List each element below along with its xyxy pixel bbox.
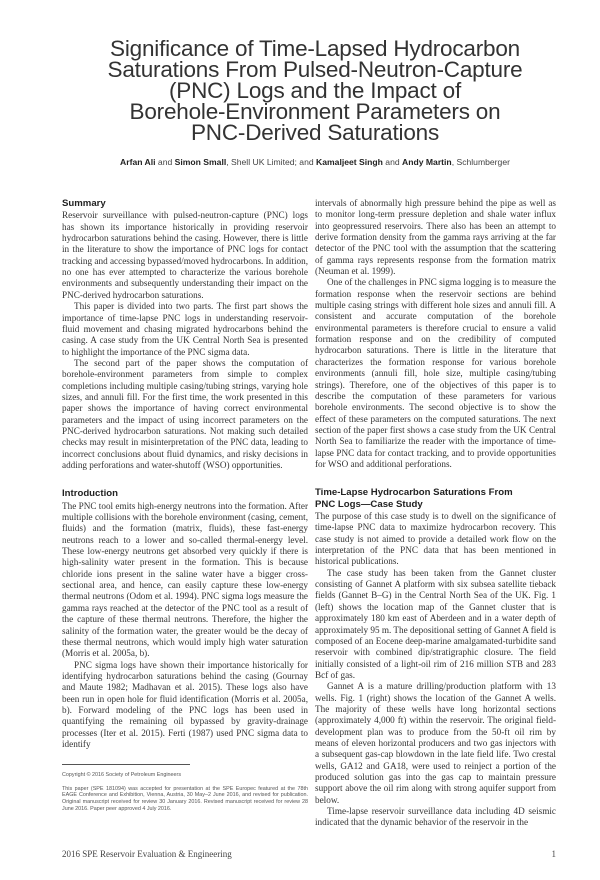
paragraph: PNC sigma logs have shown their importance historically for identifying hydrocarbon saturations behind the casing (Gournay and Maute 1982; Madhavan et al. 2015). These logs also have been run in open hole for fluid identification (Morris et al. 2005a, b). Forward modeling of the PNC logs has been used in quantifying the remaining oil bypassed by gravity-drainage processes (Iter et al. 2015). Ferti (1987) used PNC sigma data to identify — [62, 659, 308, 749]
author-name: Simon Small — [174, 157, 227, 167]
journal-footer: 2016 SPE Reservoir Evaluation & Engineering — [62, 848, 232, 859]
copyright-notice: Copyright © 2016 Society of Petroleum Engineers — [62, 772, 182, 779]
section-heading-case-study — [315, 487, 556, 510]
section-heading-introduction: Introduction — [62, 488, 118, 500]
title-line: Borehole-Environment Parameters on — [129, 99, 501, 124]
author-name: Kamaljeet Singh — [316, 157, 383, 167]
right-column — [315, 198, 556, 829]
affiliation: , Shell UK Limited; and — [226, 157, 317, 167]
paragraph: Reservoir surveillance with pulsed-neutron-capture (PNC) logs has shown its importance historically in providing reservoir hydrocarbon saturations behind the casing. However, there is little in the literature to show the importance of PNC logs for contact tracking and accessing bypassed/moved hydrocarbons. In addition, no one has ever attempted to characterize the various borehole environments and subsequently understanding their impact on the PNC-derived hydrocarbon saturations. — [62, 210, 308, 300]
paragraph: Gannet A is a mature drilling/production platform with 13 wells. Fig. 1 (right) shows the location of the Gannet A wells. The majority of these wells have long horizontal sections (approximately 4,000 ft) within the reservoir. The original field-development plan was to produce from the 50-ft oil rim by means of eleven horizontal producers and two gas injectors with a subsequent gas-cap blowdown in the late field life. Two crestal wells, GA12 and GA18, were used to reinject a portion of the produced solution gas into the gas cap to maintain pressure support above the oil rim along with strong aquifer support from below. — [315, 681, 556, 805]
paragraph: The case study has been taken from the Gannet cluster consisting of Gannet A platform with six subsea satellite tieback fields (Gannet B–G) in the Central North Sea of the UK. Fig. 1 (left) shows the location map of the Gannet cluster that is approximately 180 km east of Aberdeen and in a water depth of approximately 95 m. The depositional setting of Gannet A field is composed of an Eocene deep-marine amalgamated-turbidite sand reservoir with combined dip/stratigraphic closure. The field initially consisted of a light-oil rim of 216 million STB and 283 Bcf of gas. — [315, 567, 556, 680]
section-heading-summary: Summary — [62, 198, 106, 209]
two-column-body — [62, 198, 556, 829]
paragraph: One of the challenges in PNC sigma logging is to measure the formation response when the reservoir sections are behind multiple casing strings with different hole sizes and annuli fill. A consistent and accurate computation of the borehole environmental parameters is therefore crucial to ensure a valid formation response and on the credibility of computed hydrocarbon saturations. There is little in the literature that characterizes the formation response for various borehole environments (annuli fill, hole size, multiple casing/tubing strings). Therefore, one of the objectives of this paper is to describe the computation of these parameters for various borehole environments. The second objective is to show the effect of these parameters on the computed saturations. The next section of the paper first shows a case study from the UK Central North Sea to familiarize the reader with the importance of time-lapse PNC data for contact tracking, and to provide opportunities for WSO and additional perforations. — [315, 277, 556, 469]
paragraph: The PNC tool emits high-energy neutrons into the formation. After multiple collisions with the borehole environment (casing, cement, fluids) and the formation (matrix, fluids), these fast-energy neutrons reach to a lower and so-called thermal-energy level. These low-energy neutrons get absorbed very quickly if there is high-salinity water present in the formation. This is because chloride ions present in the saline water have a bigger cross-sectional area, and hence, can easily capture these low-energy thermal neutrons (Odom et al. 1994). PNC sigma logs measure the gamma rays reached at the detector of the PNC tool as a result of the capture of these thermal neutrons. Therefore, the higher the salinity of the formation water, the greater would be the decay of these thermal neutrons, which would imply high water saturation (Morris et al. 2005a, b). — [62, 500, 308, 659]
paragraph: The second part of the paper shows the computation of borehole-environment parameters from simple to complex completions including multiple casing/tubing strings, varying hole sizes, and annuli fill. For the first time, the work presented in this paper shows the importance of having correct environmental parameters and the impact of using incorrect parameters on the PNC-derived hydrocarbon saturations. Not making such detailed checks may result in misinterpretation of the PNC data, leading to incorrect conclusions about fluid dynamics, and risky decisions in adding perforations and water-shutoff (WSO) opportunities. — [62, 357, 308, 470]
page-number: 1 — [551, 848, 556, 859]
author-sep: and — [382, 157, 403, 167]
page-footer — [62, 849, 556, 860]
title-line: PNC-Derived Saturations — [191, 120, 439, 145]
heading-line: PNC Logs—Case Study — [315, 498, 423, 510]
affiliation: , Schlumberger — [451, 157, 510, 167]
paragraph: This paper is divided into two parts. The first part shows the importance of time-lapse PNC logs in understanding reservoir-fluid movement and chasing migrated hydrocarbons behind the casing. A case study from the UK Central North Sea is presented to highlight the importance of the PNC sigma data. — [62, 301, 308, 357]
author-sep: and — [155, 157, 175, 167]
author-line — [30, 157, 600, 168]
paragraph: intervals of abnormally high pressure behind the pipe as well as to monitor long-term pressure depletion and shale water influx into geopressured reservoirs. There also has been an attempt to derive formation density from the gamma rays arriving at the far detector of the PNC tool with the assumption that the scattering of gamma rays represents response from the formation matrix (Neuman et al. 1999). — [315, 198, 556, 277]
paragraph: Time-lapse reservoir surveillance data including 4D seismic indicated that the dynamic behavior of the reservoir in the — [315, 806, 556, 828]
author-name: Arfan Ali — [120, 157, 156, 167]
heading-line: Time-Lapse Hydrocarbon Saturations From — [315, 487, 513, 499]
author-name: Andy Martin — [402, 157, 452, 167]
paper-history-note: This paper (SPE 181094) was accepted for presentation at the SPE Europec featured at the 78th EAGE Conference and Exhibition, Vienna, Austria, 30 May–2 June 2016, and revised for publication. Original manuscript received for review 30 January 2016. Revised manuscript received for review 28 June 2016. Paper peer approved 4 July 2016. — [62, 785, 308, 812]
title-line: Saturations From Pulsed-Neutron-Capture — [107, 57, 523, 82]
title-line: Significance of Time-Lapsed Hydrocarbon — [110, 36, 520, 61]
paragraph: The purpose of this case study is to dwell on the significance of time-lapse PNC data to maximize hydrocarbon recovery. This case study is not aimed to provide a detailed work flow on the interpretation of the PNC data that has been mentioned in historical publications. — [315, 511, 556, 567]
footnote-divider — [62, 764, 190, 765]
title-line: (PNC) Logs and the Impact of — [168, 78, 462, 103]
paper-title — [30, 38, 600, 143]
left-column — [62, 198, 308, 812]
